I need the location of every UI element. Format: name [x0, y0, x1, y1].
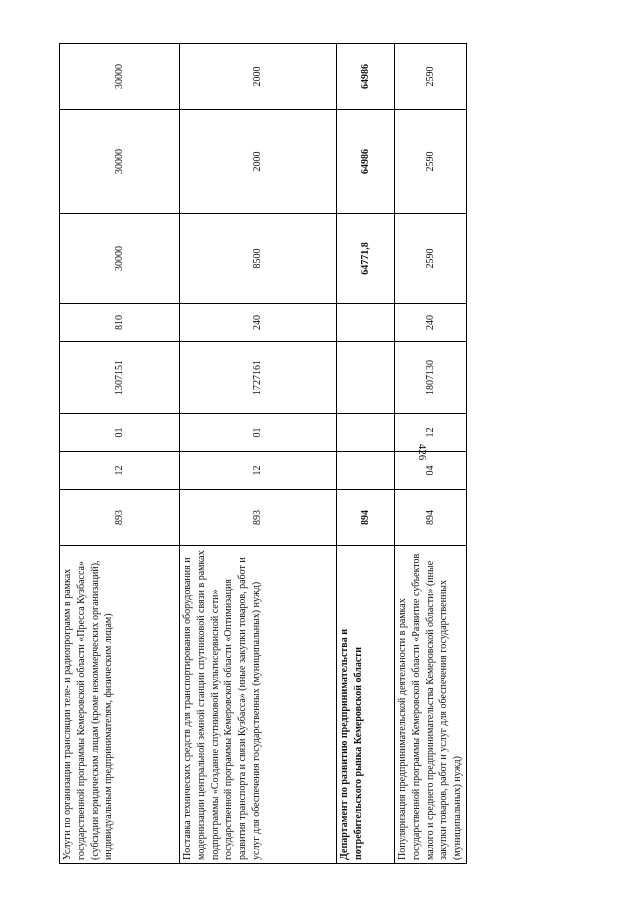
- amount-1: 2590: [395, 214, 467, 304]
- amount-2: 2590: [395, 110, 467, 214]
- amount-2: 2000: [180, 110, 337, 214]
- amount-1: 30000: [60, 214, 180, 304]
- amount-3: 30000: [60, 44, 180, 110]
- row-description: Департамент по развитию предпринимательства и потребительского рынка Кемеровской области: [337, 546, 395, 864]
- subsection-code: 01: [60, 414, 180, 452]
- target-article-code: 1307151: [60, 342, 180, 414]
- amount-2: 64986: [337, 110, 395, 214]
- budget-table: [59, 43, 467, 864]
- subsection-code: [337, 414, 395, 452]
- ministry-code: 894: [395, 490, 467, 546]
- amount-3: 2590: [395, 44, 467, 110]
- target-article-code: 1807130: [395, 342, 467, 414]
- subsection-code: 01: [180, 414, 337, 452]
- ministry-code: 894: [337, 490, 395, 546]
- target-article-code: 1727161: [180, 342, 337, 414]
- expense-type-code: 240: [180, 304, 337, 342]
- amount-3: 64986: [337, 44, 395, 110]
- table-row: [60, 44, 180, 864]
- amount-2: 30000: [60, 110, 180, 214]
- amount-1: 8500: [180, 214, 337, 304]
- row-description: Услуги по организации трансляции теле- и радиопрограмм в рамках государственной программы Кемеровской области «Пресса Кузбасса» (субсидии юридическим лицам (кроме некоммерческих организаций), индивидуальным предпринимателям, физическим лицам): [60, 546, 180, 864]
- ministry-code: 893: [180, 490, 337, 546]
- amount-1: 64771,8: [337, 214, 395, 304]
- amount-3: 2000: [180, 44, 337, 110]
- ministry-code: 893: [60, 490, 180, 546]
- section-code: 04: [395, 452, 467, 490]
- expense-type-code: 240: [395, 304, 467, 342]
- subsection-code: 12: [395, 414, 467, 452]
- table-row: [180, 44, 337, 864]
- target-article-code: [337, 342, 395, 414]
- expense-type-code: 810: [60, 304, 180, 342]
- table-row-department: [337, 44, 395, 864]
- table-row: [395, 44, 467, 864]
- row-description: Популяризация предпринимательской деятельности в рамках государственной программы Кемеровской области «Развитие субъектов малого и среднего предпринимательства Кемеровской области» (иные закупки товаров, работ и услуг для обеспечения государственных (муниципальных) нужд): [395, 546, 467, 864]
- section-code: [337, 452, 395, 490]
- expense-type-code: [337, 304, 395, 342]
- section-code: 12: [180, 452, 337, 490]
- section-code: 12: [60, 452, 180, 490]
- row-description: Поставка технических средств для транспортирования оборудования и модернизации центральной земной станции спутниковой связи в рамках подпрограммы «Создание спутниковой мультисервисной сети» государственной программы Кемеровской области «Оптимизация развития транспорта и связи Кузбасса» (иные закупки товаров, работ и услуг для обеспечения государственных (муниципальных) нужд): [180, 546, 337, 864]
- page-number: 426: [416, 443, 428, 461]
